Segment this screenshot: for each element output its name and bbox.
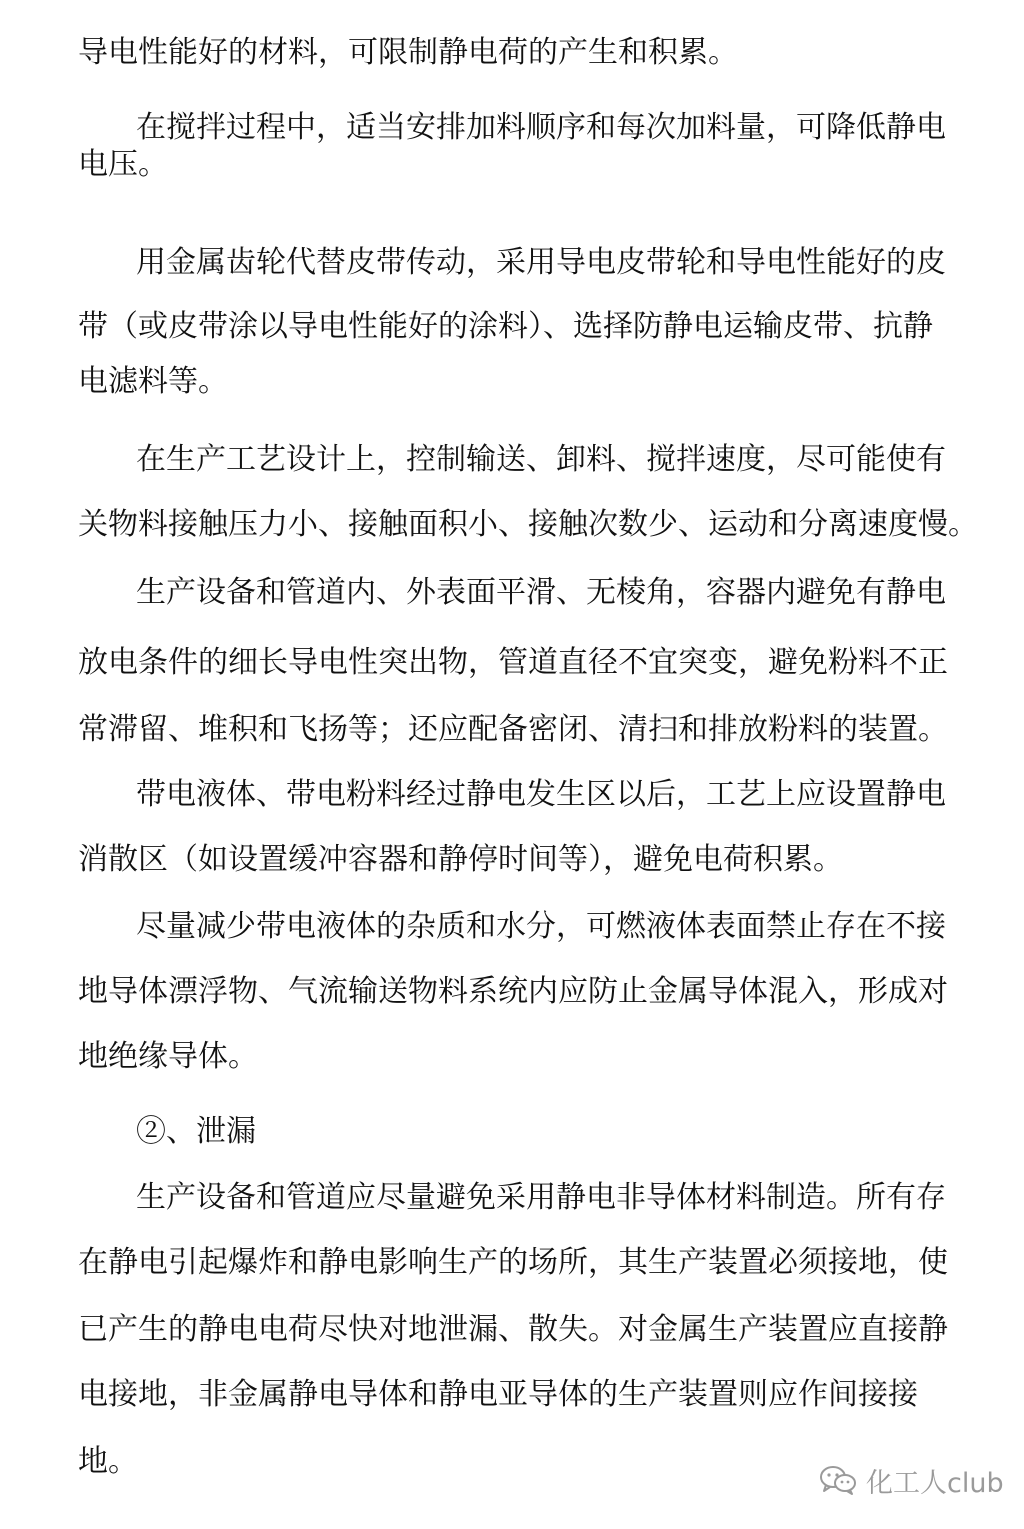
text-line: 关物料接触压力小、接触面积小、接触次数少、运动和分离速度慢。 bbox=[78, 507, 978, 542]
text-line: 地导体漂浮物、气流输送物料系统内应防止金属导体混入，形成对 bbox=[78, 974, 948, 1009]
text-line: 在静电引起爆炸和静电影响生产的场所，其生产装置必须接地，使 bbox=[78, 1245, 948, 1280]
text-line: 在搅拌过程中，适当安排加料顺序和每次加料量，可降低静电 bbox=[136, 110, 946, 145]
text-line: 尽量减少带电液体的杂质和水分，可燃液体表面禁止存在不接 bbox=[136, 909, 946, 944]
section-heading: ②、泄漏 bbox=[136, 1114, 256, 1149]
text-line: 放电条件的细长导电性突出物，管道直径不宜突变，避免粉料不正 bbox=[78, 645, 948, 680]
text-line: 消散区（如设置缓冲容器和静停时间等），避免电荷积累。 bbox=[78, 842, 843, 877]
text-line: 常滞留、堆积和飞扬等；还应配备密闭、清扫和排放粉料的装置。 bbox=[78, 712, 948, 747]
text-line: 导电性能好的材料，可限制静电荷的产生和积累。 bbox=[78, 35, 738, 70]
wechat-icon bbox=[818, 1464, 858, 1496]
text-line: 带（或皮带涂以导电性能好的涂料）、选择防静电运输皮带、抗静 bbox=[78, 309, 933, 344]
text-line: 电接地，非金属静电导体和静电亚导体的生产装置则应作间接接 bbox=[78, 1377, 918, 1412]
watermark bbox=[818, 1460, 1004, 1500]
text-line: 已产生的静电电荷尽快对地泄漏、散失。对金属生产装置应直接静 bbox=[78, 1312, 948, 1347]
text-line: 生产设备和管道应尽量避免采用静电非导体材料制造。所有存 bbox=[136, 1180, 946, 1215]
text-line: 地绝缘导体。 bbox=[78, 1039, 258, 1074]
text-line: 在生产工艺设计上，控制输送、卸料、搅拌速度，尽可能使有 bbox=[136, 442, 946, 477]
text-line: 带电液体、带电粉料经过静电发生区以后，工艺上应设置静电 bbox=[136, 777, 946, 812]
text-line: 生产设备和管道内、外表面平滑、无棱角，容器内避免有静电 bbox=[136, 575, 946, 610]
text-line: 电滤料等。 bbox=[78, 364, 228, 399]
watermark-text: 化工人club bbox=[866, 1467, 1004, 1499]
text-line: 地。 bbox=[78, 1444, 138, 1479]
text-line: 电压。 bbox=[78, 147, 168, 182]
text-line: 用金属齿轮代替皮带传动，采用导电皮带轮和导电性能好的皮 bbox=[136, 245, 946, 280]
